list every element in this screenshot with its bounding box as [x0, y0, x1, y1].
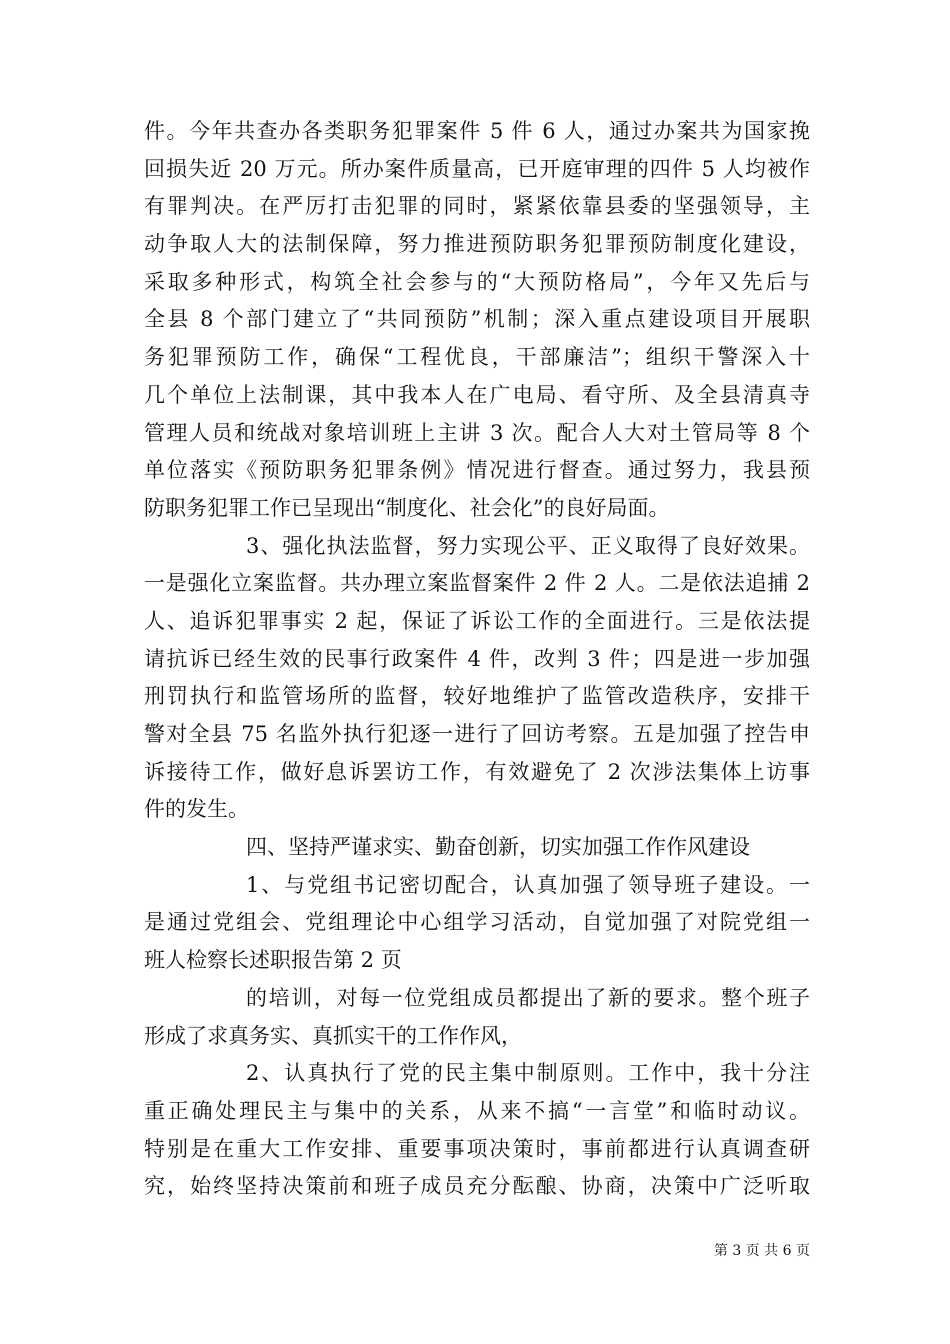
text-line: 一是强化立案监督。共办理立案监督案件 2 件 2 人。二是依法追捕 2: [144, 571, 810, 596]
text-line: 2、认真执行了党的民主集中制原则。工作中，我十分注: [246, 1061, 810, 1086]
text-line: 务犯罪预防工作，确保“工程优良，干部廉洁”；组织干警深入十: [144, 345, 810, 370]
text-line: 诉接待工作，做好息诉罢访工作，有效避免了 2 次涉法集体上访事: [144, 759, 810, 784]
text-line: 件的发生。: [144, 797, 249, 822]
text-line: 请抗诉已经生效的民事行政案件 4 件，改判 3 件；四是进一步加强: [144, 646, 810, 671]
text-line: 动争取人大的法制保障，努力推进预防职务犯罪预防制度化建设，: [144, 232, 810, 257]
page-number: 第 3 页 共 6 页: [713, 1243, 810, 1259]
text-line: 几个单位上法制课，其中我本人在广电局、看守所、及全县清真寺: [144, 382, 810, 407]
text-line: 形成了求真务实、真抓实干的工作作风，: [144, 1023, 522, 1048]
text-line: 单位落实《预防职务犯罪条例》情况进行督查。通过努力，我县预: [144, 458, 810, 483]
text-line: 刑罚执行和监管场所的监督，较好地维护了监管改造秩序，安排干: [144, 684, 810, 709]
text-line: 警对全县 75 名监外执行犯逐一进行了回访考察。五是加强了控告申: [144, 722, 810, 746]
text-line: 有罪判决。在严厉打击犯罪的同时，紧紧依靠县委的坚强领导，主: [144, 194, 810, 219]
section-heading: 四、坚持严谨求实、勤奋创新，切实加强工作作风建设: [246, 835, 750, 860]
text-line: 管理人员和统战对象培训班上主讲 3 次。配合人大对土管局等 8 个: [144, 420, 810, 445]
text-line: 回损失近 20 万元。所办案件质量高，已开庭审理的四件 5 人均被作: [144, 156, 810, 181]
text-line: 是通过党组会、党组理论中心组学习活动，自觉加强了对院党组一: [144, 910, 810, 935]
text-line: 3、强化执法监督，努力实现公平、正义取得了良好效果。: [246, 533, 810, 558]
body-text: [144, 113, 810, 1206]
text-line: 的培训，对每一位党组成员都提出了新的要求。整个班子: [246, 985, 810, 1010]
text-line: 全县 8 个部门建立了“共同预防”机制；深入重点建设项目开展职: [144, 307, 810, 332]
text-line: 重正确处理民主与集中的关系，从来不搞“一言堂”和临时动议。: [144, 1098, 810, 1123]
text-line: 人、追诉犯罪事实 2 起，保证了诉讼工作的全面进行。三是依法提: [144, 608, 810, 633]
running-title: 班人检察长述职报告第 2 页: [144, 948, 402, 973]
text-line: 究，始终坚持决策前和班子成员充分酝酿、协商，决策中广泛听取: [144, 1174, 810, 1199]
text-line: 防职务犯罪工作已呈现出“制度化、社会化”的良好局面。: [144, 495, 670, 520]
text-line: 特别是在重大工作安排、重要事项决策时，事前都进行认真调查研: [144, 1136, 810, 1161]
text-line: 采取多种形式，构筑全社会参与的“大预防格局”，今年又先后与: [144, 269, 810, 294]
text-line: 1、与党组书记密切配合，认真加强了领导班子建设。一: [246, 872, 810, 897]
text-line: 件。今年共查办各类职务犯罪案件 5 件 6 人，通过办案共为国家挽: [144, 119, 810, 143]
